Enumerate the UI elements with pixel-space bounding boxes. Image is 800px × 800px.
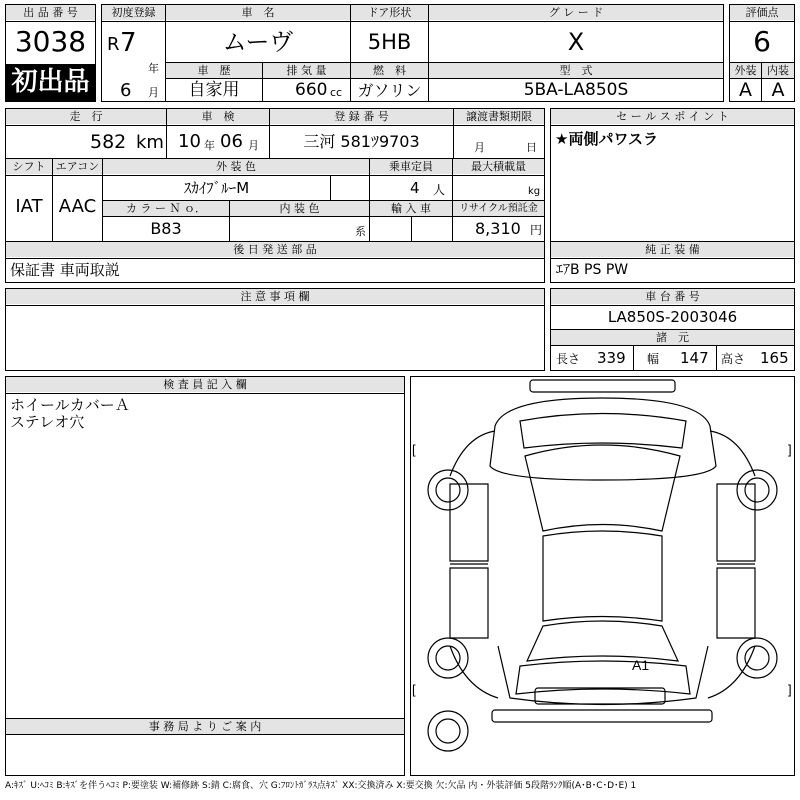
right-front-fender [710,431,755,476]
inspector-note-2: ステレオ穴 [10,413,85,431]
dim-height-label: 高さ [721,352,746,366]
int-color-header: 内 装 色 [230,201,369,216]
wheel-front-left [428,470,468,510]
displacement-value: 660 [295,80,328,100]
bracket-left-top: [ [412,442,416,457]
interior-header: 内装 [762,63,794,78]
transfer-month-unit: 月 [474,141,485,154]
genuine-equip-value: ｴｱB PS PW [556,262,629,278]
chassis-header: 車 台 番 号 [551,289,794,304]
int-color-unit: 系 [355,225,366,238]
bracket-left-bottom: [ [412,682,416,697]
selling-points-header: セ ー ル ス ポ イ ン ト [551,109,794,124]
exterior-header: 外装 [730,63,761,78]
left-front-fender [450,431,495,476]
recycle-unit: 円 [530,223,543,237]
ext-color-value: ｽｶｲﾌﾞﾙｰM [183,179,250,197]
lot-number: 3038 [14,25,87,58]
inspector-header: 検 査 員 記 入 欄 [6,377,404,392]
fuel-value: ガソリン [357,81,422,100]
wheel-rear-left [428,638,468,678]
selling-point-value: ★両側パワスラ [555,130,658,148]
car-name-header: 車 名 [166,5,350,20]
reg-number: 三河 581ﾂ9703 [303,132,420,151]
dim-height-value: 165 [760,349,789,367]
displacement-unit: cc [330,86,343,99]
capacity-header: 乗車定員 [370,159,452,174]
dim-length-label: 長さ [556,352,581,366]
model-code-value: 5BA-LA850S [523,80,629,100]
door-header: ドア形状 [351,5,428,20]
import-header: 輸 入 車 [370,201,452,216]
inspection-month-unit: 月 [248,139,259,152]
reg-era: R [107,34,120,55]
color-no-header: カ ラ ー Ｎ ｏ． [103,201,229,216]
shift-header: シフト [6,159,52,174]
inspection-header: 車 検 [167,109,269,124]
dim-width-label: 幅 [647,352,660,366]
inspection-year-unit: 年 [204,139,215,152]
reg-month-unit: 月 [148,86,159,99]
reg-month: 6 [120,80,132,101]
grade-header: グ レ ー ド [429,5,723,20]
capacity-value: 4 [410,179,420,197]
max-load-unit: kg [528,186,541,197]
roof [543,531,662,621]
recycle-header: リサイクル預託金 [453,201,544,216]
inspector-box [5,376,405,776]
left-front-door [450,484,488,561]
dim-width-value: 147 [680,349,709,367]
history-value: 自家用 [188,80,240,100]
office-header: 事 務 局 よ り ご 案 内 [6,719,404,734]
legend-text: A:ｷｽﾞ U:ﾍｺﾐ B:ｷｽﾞを伴うﾍｺﾐ P:要塗装 W:補修跡 S:錆 C:腐食、穴 G:ﾌﾛﾝﾄｶﾞﾗｽ点ｷｽﾞ XX:交換済み X:要交換 欠:欠品 内・外装評価 5段階ﾗﾝｸ順(A･B･C･D･E) 1 [5,781,637,791]
vehicle-diagram [410,376,795,776]
transfer-header: 譲渡書類期限 [454,109,544,124]
dim-length-value: 339 [597,349,626,367]
right-rear-door [717,568,755,638]
rear-lower-bumper [492,710,712,722]
reg-no-header: 登 録 番 号 [270,109,453,124]
left-rear-door [450,568,488,638]
first-reg-header: 初度登録 [102,5,165,20]
mileage-header: 走 行 [6,109,166,124]
bracket-right-top: ] [788,442,792,457]
bracket-right-bottom: ] [788,682,792,697]
later-parts-value: 保証書 車両取説 [10,261,120,279]
grade-value: X [567,28,585,56]
reg-year: 7 [120,28,137,58]
displacement-header: 排 気 量 [263,63,350,78]
first-listing-badge: 初出品 [6,64,95,101]
front-panel [490,398,716,480]
transfer-day-unit: 日 [526,141,537,154]
genuine-equip-header: 純 正 装 備 [551,242,794,257]
lot-number-header: 出 品 番 号 [6,5,95,20]
door-type: 5HB [367,30,412,54]
score-value: 6 [753,25,771,58]
aircon-header: エアコン [53,159,102,174]
inspection-month: 06 [220,131,243,152]
fuel-header: 燃 料 [351,63,428,78]
wheel-rear-right [737,638,777,678]
recycle-fee: 8,310 [475,219,521,238]
left-rear-fender [450,646,498,698]
front-bumper [530,380,675,392]
history-header: 車 歴 [166,63,262,78]
color-no-value: B83 [150,219,182,238]
ext-color-header: 外 装 色 [103,159,369,174]
rear-glass [527,621,678,661]
mileage-unit: km [136,132,164,153]
later-parts-header: 後 日 発 送 部 品 [6,242,544,257]
interior-grade: A [771,79,785,101]
aircon-value: AAC [58,196,97,217]
hood [520,414,686,449]
dimensions-header: 諸 元 [551,330,794,345]
wheel-front-right [737,470,777,510]
right-front-door [717,484,755,561]
windshield [525,445,680,531]
damage-mark-a1: A1 [632,657,650,673]
max-load-header: 最大積載量 [453,159,544,174]
capacity-unit: 人 [433,183,446,197]
car-name: ムーヴ [222,28,294,56]
inspector-note-1: ホイールカバーＡ [10,396,130,414]
reg-year-unit: 年 [148,62,159,75]
shift-value: IAT [15,196,43,217]
right-rear-fender [708,646,755,698]
notes-header: 注 意 事 項 欄 [6,289,544,304]
inspection-year: 10 [178,131,201,152]
model-code-header: 型 式 [429,63,723,78]
wheel-spare [428,711,468,751]
score-header: 評価点 [730,5,794,20]
exterior-grade: A [739,79,752,101]
chassis-number: LA850S-2003046 [607,308,738,326]
mileage-value: 582 [90,131,127,153]
